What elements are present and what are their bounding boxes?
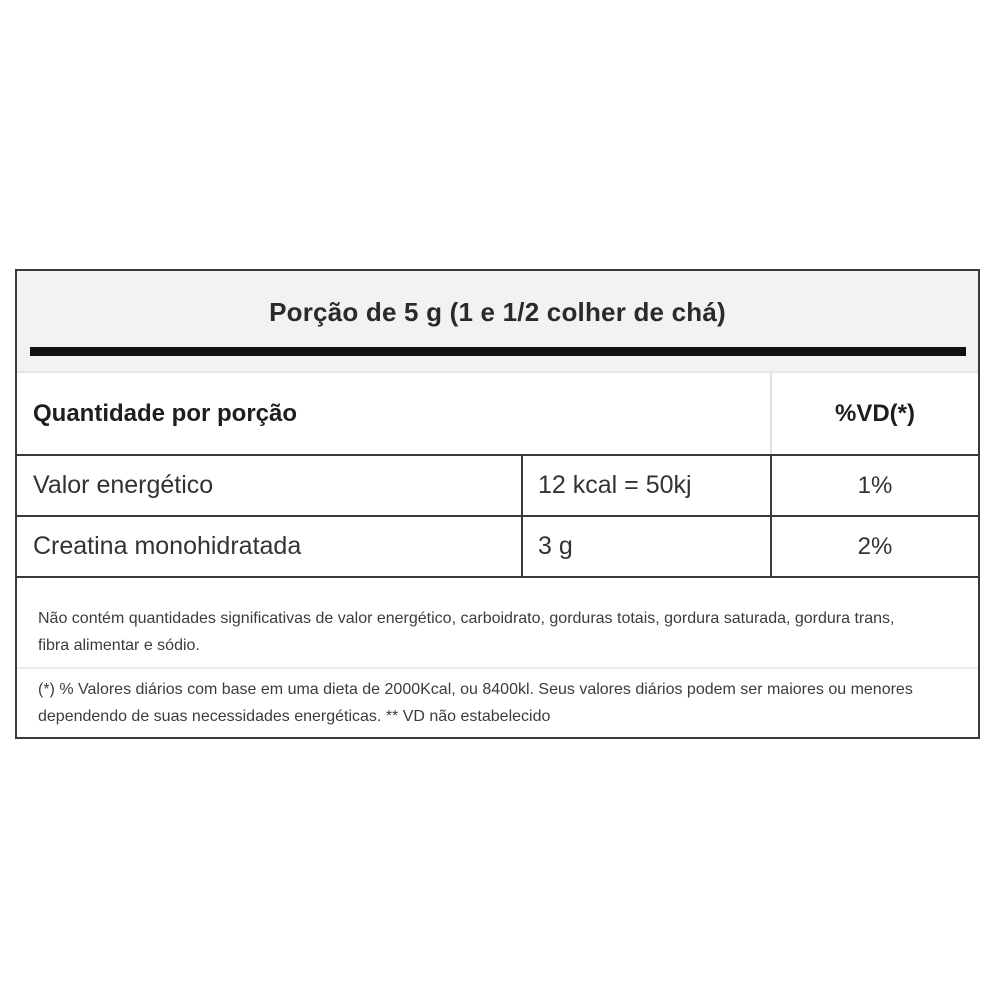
- table-row: [17, 517, 978, 578]
- nutrient-daily-value: 1%: [770, 456, 978, 515]
- serving-header: [17, 271, 978, 371]
- nutrient-name: Creatina monohidratada: [33, 532, 302, 560]
- nutrient-amount: 3 g: [521, 517, 770, 576]
- column-header-row: [17, 371, 978, 456]
- daily-values-footnote: (*) % Valores diários com base em uma dieta de 2000Kcal, ou 8400kl. Seus valores diários podem ser maiores ou menores dependendo de suas necessidades energéticas. ** VD não estabelecido: [38, 681, 913, 725]
- header-divider-bar: [30, 347, 966, 356]
- serving-title: Porção de 5 g (1 e 1/2 colher de chá): [269, 297, 726, 327]
- nutrient-daily-value: 2%: [770, 517, 978, 576]
- nutrient-name: Valor energético: [33, 471, 214, 499]
- quantity-per-serving-label: Quantidade por porção: [33, 399, 298, 427]
- insignificant-quantities-note: Não contém quantidades significativas de valor energético, carboidrato, gorduras totais, gordura saturada, gordura trans, fibra alimentar e sódio.: [38, 610, 895, 654]
- daily-value-header: %VD(*): [770, 373, 978, 454]
- nutrition-table: [15, 269, 980, 739]
- nutrient-amount: 12 kcal = 50kj: [521, 456, 770, 515]
- notes-divider: [17, 667, 978, 669]
- table-row: [17, 456, 978, 517]
